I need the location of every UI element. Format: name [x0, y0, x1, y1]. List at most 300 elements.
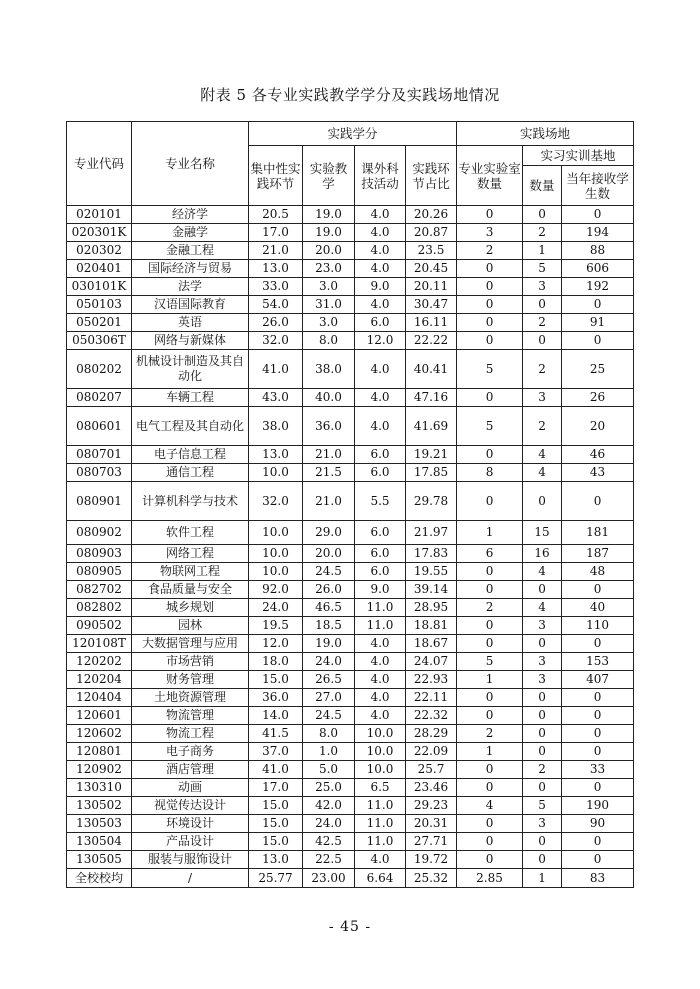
cell-students: 0	[562, 482, 634, 521]
cell-extracurricular: 4.0	[355, 296, 406, 314]
cell-code: 080601	[67, 407, 132, 446]
cell-experiment: 22.5	[303, 851, 355, 869]
cell-experiment: 24.5	[303, 707, 355, 725]
cell-concentrated: 14.0	[249, 707, 303, 725]
table-row	[67, 389, 634, 407]
cell-extracurricular: 6.0	[355, 446, 406, 464]
cell-students: 0	[562, 833, 634, 851]
table-row	[67, 851, 634, 869]
cell-students: 194	[562, 224, 634, 242]
cell-extracurricular: 4.0	[355, 242, 406, 260]
table-row	[67, 446, 634, 464]
table-row	[67, 743, 634, 761]
cell-bases-count: 0	[523, 635, 562, 653]
header-code: 专业代码	[67, 122, 132, 206]
cell-experiment: 24.5	[303, 563, 355, 581]
cell-students: 43	[562, 464, 634, 482]
total-students: 83	[562, 869, 634, 888]
cell-experiment: 21.0	[303, 482, 355, 521]
cell-ratio: 20.31	[406, 815, 457, 833]
cell-students: 0	[562, 689, 634, 707]
cell-bases-count: 4	[523, 464, 562, 482]
table-row	[67, 815, 634, 833]
table-row	[67, 653, 634, 671]
cell-labs: 0	[457, 482, 523, 521]
cell-name: 产品设计	[132, 833, 249, 851]
cell-bases-count: 16	[523, 545, 562, 563]
cell-labs: 0	[457, 332, 523, 350]
cell-ratio: 22.11	[406, 689, 457, 707]
cell-bases-count: 3	[523, 653, 562, 671]
cell-bases-count: 0	[523, 482, 562, 521]
cell-students: 25	[562, 350, 634, 389]
cell-code: 120801	[67, 743, 132, 761]
cell-name: 电子信息工程	[132, 446, 249, 464]
cell-experiment: 19.0	[303, 635, 355, 653]
table-row	[67, 599, 634, 617]
cell-ratio: 18.81	[406, 617, 457, 635]
cell-name: 物联网工程	[132, 563, 249, 581]
table-row	[67, 797, 634, 815]
cell-bases-count: 0	[523, 779, 562, 797]
cell-ratio: 22.22	[406, 332, 457, 350]
practice-credits-table	[66, 121, 634, 888]
cell-concentrated: 19.5	[249, 617, 303, 635]
cell-experiment: 36.0	[303, 407, 355, 446]
cell-experiment: 8.0	[303, 332, 355, 350]
cell-bases-count: 5	[523, 260, 562, 278]
cell-bases-count: 3	[523, 389, 562, 407]
cell-labs: 0	[457, 314, 523, 332]
cell-students: 190	[562, 797, 634, 815]
cell-code: 082802	[67, 599, 132, 617]
cell-ratio: 19.72	[406, 851, 457, 869]
cell-labs: 0	[457, 278, 523, 296]
cell-code: 050201	[67, 314, 132, 332]
cell-concentrated: 15.0	[249, 833, 303, 851]
cell-ratio: 25.7	[406, 761, 457, 779]
cell-students: 0	[562, 206, 634, 224]
cell-labs: 0	[457, 779, 523, 797]
cell-extracurricular: 4.0	[355, 224, 406, 242]
cell-extracurricular: 4.0	[355, 671, 406, 689]
cell-ratio: 28.95	[406, 599, 457, 617]
cell-bases-count: 4	[523, 599, 562, 617]
total-ratio: 25.32	[406, 869, 457, 888]
cell-labs: 0	[457, 707, 523, 725]
cell-concentrated: 17.0	[249, 779, 303, 797]
cell-bases-count: 1	[523, 242, 562, 260]
table-row	[67, 296, 634, 314]
cell-extracurricular: 6.0	[355, 521, 406, 545]
cell-ratio: 24.07	[406, 653, 457, 671]
cell-labs: 5	[457, 653, 523, 671]
cell-name: 园林	[132, 617, 249, 635]
header-credits-group: 实践学分	[249, 122, 457, 146]
total-labs: 2.85	[457, 869, 523, 888]
table-row	[67, 689, 634, 707]
cell-bases-count: 2	[523, 224, 562, 242]
table-row	[67, 581, 634, 599]
cell-name: 国际经济与贸易	[132, 260, 249, 278]
cell-labs: 0	[457, 206, 523, 224]
cell-bases-count: 3	[523, 815, 562, 833]
cell-experiment: 42.0	[303, 797, 355, 815]
cell-experiment: 24.0	[303, 653, 355, 671]
cell-concentrated: 12.0	[249, 635, 303, 653]
cell-students: 90	[562, 815, 634, 833]
cell-experiment: 26.0	[303, 581, 355, 599]
cell-code: 090502	[67, 617, 132, 635]
cell-code: 082702	[67, 581, 132, 599]
header-students: 当年接收学生数	[562, 166, 634, 206]
cell-labs: 1	[457, 743, 523, 761]
cell-code: 080901	[67, 482, 132, 521]
cell-experiment: 8.0	[303, 725, 355, 743]
cell-extracurricular: 4.0	[355, 707, 406, 725]
cell-name: 软件工程	[132, 521, 249, 545]
document-title: 附表 5 各专业实践教学学分及实践场地情况	[200, 86, 500, 104]
cell-concentrated: 24.0	[249, 599, 303, 617]
cell-ratio: 20.45	[406, 260, 457, 278]
cell-students: 407	[562, 671, 634, 689]
cell-concentrated: 10.0	[249, 464, 303, 482]
cell-experiment: 20.0	[303, 242, 355, 260]
cell-ratio: 22.93	[406, 671, 457, 689]
cell-extracurricular: 4.0	[355, 851, 406, 869]
cell-code: 030101K	[67, 278, 132, 296]
cell-experiment: 31.0	[303, 296, 355, 314]
cell-code: 120404	[67, 689, 132, 707]
header-concentrated: 集中性实践环节	[249, 146, 303, 206]
table-row	[67, 671, 634, 689]
cell-bases-count: 3	[523, 278, 562, 296]
cell-bases-count: 4	[523, 563, 562, 581]
cell-code: 020401	[67, 260, 132, 278]
cell-name: 电子商务	[132, 743, 249, 761]
cell-name: 市场营销	[132, 653, 249, 671]
header-experiment: 实验教学	[303, 146, 355, 206]
total-concentrated: 25.77	[249, 869, 303, 888]
cell-bases-count: 2	[523, 350, 562, 389]
cell-name: 食品质量与安全	[132, 581, 249, 599]
header-bases-group: 实习实训基地	[523, 146, 634, 166]
table-row	[67, 761, 634, 779]
cell-labs: 2	[457, 599, 523, 617]
cell-code: 130310	[67, 779, 132, 797]
cell-ratio: 20.11	[406, 278, 457, 296]
cell-ratio: 20.26	[406, 206, 457, 224]
cell-students: 0	[562, 743, 634, 761]
cell-students: 20	[562, 407, 634, 446]
cell-code: 130504	[67, 833, 132, 851]
table-row	[67, 464, 634, 482]
table-row	[67, 545, 634, 563]
cell-extracurricular: 10.0	[355, 761, 406, 779]
cell-ratio: 23.5	[406, 242, 457, 260]
cell-name: 经济学	[132, 206, 249, 224]
cell-code: 080207	[67, 389, 132, 407]
cell-experiment: 42.5	[303, 833, 355, 851]
cell-concentrated: 17.0	[249, 224, 303, 242]
total-bases-count: 1	[523, 869, 562, 888]
cell-code: 120902	[67, 761, 132, 779]
cell-extracurricular: 12.0	[355, 332, 406, 350]
cell-code: 130503	[67, 815, 132, 833]
cell-code: 020302	[67, 242, 132, 260]
cell-code: 120108T	[67, 635, 132, 653]
cell-labs: 3	[457, 224, 523, 242]
cell-extracurricular: 6.0	[355, 563, 406, 581]
cell-concentrated: 13.0	[249, 851, 303, 869]
cell-concentrated: 21.0	[249, 242, 303, 260]
total-name: /	[132, 869, 249, 888]
cell-concentrated: 15.0	[249, 671, 303, 689]
cell-concentrated: 36.0	[249, 689, 303, 707]
cell-experiment: 5.0	[303, 761, 355, 779]
cell-code: 080903	[67, 545, 132, 563]
cell-experiment: 3.0	[303, 314, 355, 332]
cell-concentrated: 10.0	[249, 521, 303, 545]
cell-extracurricular: 4.0	[355, 206, 406, 224]
header-venue-group: 实践场地	[457, 122, 634, 146]
cell-extracurricular: 11.0	[355, 797, 406, 815]
cell-code: 080701	[67, 446, 132, 464]
cell-name: 网络工程	[132, 545, 249, 563]
cell-name: 汉语国际教育	[132, 296, 249, 314]
cell-code: 050306T	[67, 332, 132, 350]
cell-name: 车辆工程	[132, 389, 249, 407]
header-labs: 专业实验室数量	[457, 146, 523, 206]
cell-name: 计算机科学与技术	[132, 482, 249, 521]
cell-extracurricular: 6.0	[355, 314, 406, 332]
cell-name: 网络与新媒体	[132, 332, 249, 350]
cell-labs: 2	[457, 242, 523, 260]
cell-concentrated: 37.0	[249, 743, 303, 761]
cell-labs: 2	[457, 725, 523, 743]
cell-ratio: 21.97	[406, 521, 457, 545]
cell-bases-count: 0	[523, 725, 562, 743]
cell-bases-count: 0	[523, 707, 562, 725]
cell-concentrated: 41.5	[249, 725, 303, 743]
table-row	[67, 350, 634, 389]
cell-students: 0	[562, 296, 634, 314]
cell-name: 物流管理	[132, 707, 249, 725]
cell-ratio: 41.69	[406, 407, 457, 446]
cell-code: 120202	[67, 653, 132, 671]
cell-experiment: 19.0	[303, 224, 355, 242]
cell-extracurricular: 6.0	[355, 464, 406, 482]
cell-labs: 0	[457, 689, 523, 707]
cell-students: 88	[562, 242, 634, 260]
cell-students: 46	[562, 446, 634, 464]
cell-students: 606	[562, 260, 634, 278]
cell-students: 0	[562, 725, 634, 743]
table-row	[67, 779, 634, 797]
table-row	[67, 563, 634, 581]
cell-students: 33	[562, 761, 634, 779]
cell-code: 080905	[67, 563, 132, 581]
cell-name: 服装与服饰设计	[132, 851, 249, 869]
table-row	[67, 314, 634, 332]
cell-code: 120601	[67, 707, 132, 725]
cell-labs: 1	[457, 521, 523, 545]
cell-code: 120602	[67, 725, 132, 743]
cell-bases-count: 0	[523, 743, 562, 761]
cell-bases-count: 0	[523, 332, 562, 350]
cell-extracurricular: 4.0	[355, 689, 406, 707]
cell-labs: 0	[457, 389, 523, 407]
cell-concentrated: 13.0	[249, 260, 303, 278]
cell-ratio: 28.29	[406, 725, 457, 743]
cell-concentrated: 10.0	[249, 545, 303, 563]
cell-ratio: 16.11	[406, 314, 457, 332]
cell-students: 91	[562, 314, 634, 332]
cell-name: 物流工程	[132, 725, 249, 743]
total-code: 全校校均	[67, 869, 132, 888]
total-extracurricular: 6.64	[355, 869, 406, 888]
cell-name: 金融学	[132, 224, 249, 242]
cell-name: 英语	[132, 314, 249, 332]
cell-bases-count: 2	[523, 407, 562, 446]
cell-students: 0	[562, 779, 634, 797]
cell-ratio: 20.87	[406, 224, 457, 242]
cell-name: 大数据管理与应用	[132, 635, 249, 653]
cell-labs: 0	[457, 851, 523, 869]
cell-concentrated: 13.0	[249, 446, 303, 464]
cell-bases-count: 5	[523, 797, 562, 815]
cell-concentrated: 92.0	[249, 581, 303, 599]
cell-concentrated: 10.0	[249, 563, 303, 581]
cell-experiment: 21.5	[303, 464, 355, 482]
cell-labs: 1	[457, 671, 523, 689]
cell-students: 0	[562, 635, 634, 653]
cell-name: 城乡规划	[132, 599, 249, 617]
cell-experiment: 19.0	[303, 206, 355, 224]
cell-extracurricular: 10.0	[355, 743, 406, 761]
table-row	[67, 407, 634, 446]
cell-labs: 6	[457, 545, 523, 563]
cell-experiment: 40.0	[303, 389, 355, 407]
cell-experiment: 20.0	[303, 545, 355, 563]
cell-students: 153	[562, 653, 634, 671]
cell-bases-count: 2	[523, 314, 562, 332]
cell-extracurricular: 4.0	[355, 407, 406, 446]
table-row	[67, 482, 634, 521]
cell-concentrated: 15.0	[249, 797, 303, 815]
header-ratio: 实践环节占比	[406, 146, 457, 206]
cell-bases-count: 2	[523, 761, 562, 779]
cell-ratio: 23.46	[406, 779, 457, 797]
cell-extracurricular: 4.0	[355, 653, 406, 671]
cell-experiment: 29.0	[303, 521, 355, 545]
cell-experiment: 3.0	[303, 278, 355, 296]
table-row	[67, 725, 634, 743]
cell-experiment: 24.0	[303, 815, 355, 833]
cell-ratio: 47.16	[406, 389, 457, 407]
cell-ratio: 22.09	[406, 743, 457, 761]
cell-labs: 0	[457, 563, 523, 581]
cell-extracurricular: 4.0	[355, 635, 406, 653]
cell-experiment: 26.5	[303, 671, 355, 689]
cell-extracurricular: 6.5	[355, 779, 406, 797]
table-row	[67, 833, 634, 851]
cell-ratio: 22.32	[406, 707, 457, 725]
cell-students: 181	[562, 521, 634, 545]
cell-code: 130502	[67, 797, 132, 815]
cell-students: 40	[562, 599, 634, 617]
cell-experiment: 25.0	[303, 779, 355, 797]
cell-labs: 0	[457, 833, 523, 851]
cell-name: 电气工程及其自动化	[132, 407, 249, 446]
cell-students: 0	[562, 332, 634, 350]
cell-code: 080902	[67, 521, 132, 545]
cell-bases-count: 3	[523, 671, 562, 689]
cell-labs: 5	[457, 350, 523, 389]
cell-students: 0	[562, 707, 634, 725]
cell-concentrated: 38.0	[249, 407, 303, 446]
cell-ratio: 17.83	[406, 545, 457, 563]
cell-experiment: 46.5	[303, 599, 355, 617]
cell-name: 动画	[132, 779, 249, 797]
cell-extracurricular: 11.0	[355, 617, 406, 635]
cell-ratio: 18.67	[406, 635, 457, 653]
table-row	[67, 635, 634, 653]
cell-labs: 8	[457, 464, 523, 482]
cell-concentrated: 18.0	[249, 653, 303, 671]
cell-ratio: 40.41	[406, 350, 457, 389]
cell-ratio: 30.47	[406, 296, 457, 314]
cell-experiment: 38.0	[303, 350, 355, 389]
table-row	[67, 617, 634, 635]
cell-name: 法学	[132, 278, 249, 296]
table-row	[67, 707, 634, 725]
cell-concentrated: 33.0	[249, 278, 303, 296]
cell-concentrated: 20.5	[249, 206, 303, 224]
cell-labs: 0	[457, 581, 523, 599]
cell-bases-count: 3	[523, 617, 562, 635]
cell-extracurricular: 10.0	[355, 725, 406, 743]
cell-ratio: 19.55	[406, 563, 457, 581]
cell-ratio: 17.85	[406, 464, 457, 482]
cell-name: 土地资源管理	[132, 689, 249, 707]
table-row	[67, 224, 634, 242]
cell-labs: 0	[457, 635, 523, 653]
cell-labs: 0	[457, 296, 523, 314]
cell-experiment: 1.0	[303, 743, 355, 761]
page-number: - 45 -	[328, 919, 372, 935]
cell-bases-count: 4	[523, 446, 562, 464]
cell-concentrated: 15.0	[249, 815, 303, 833]
cell-labs: 4	[457, 797, 523, 815]
cell-bases-count: 0	[523, 296, 562, 314]
header-name: 专业名称	[132, 122, 249, 206]
cell-code: 020101	[67, 206, 132, 224]
cell-labs: 0	[457, 815, 523, 833]
cell-students: 192	[562, 278, 634, 296]
table-row	[67, 242, 634, 260]
cell-code: 080202	[67, 350, 132, 389]
cell-extracurricular: 4.0	[355, 350, 406, 389]
cell-experiment: 21.0	[303, 446, 355, 464]
cell-concentrated: 32.0	[249, 482, 303, 521]
header-extracurricular: 课外科技活动	[355, 146, 406, 206]
cell-extracurricular: 9.0	[355, 278, 406, 296]
cell-name: 通信工程	[132, 464, 249, 482]
cell-extracurricular: 11.0	[355, 833, 406, 851]
cell-bases-count: 0	[523, 206, 562, 224]
cell-students: 0	[562, 581, 634, 599]
